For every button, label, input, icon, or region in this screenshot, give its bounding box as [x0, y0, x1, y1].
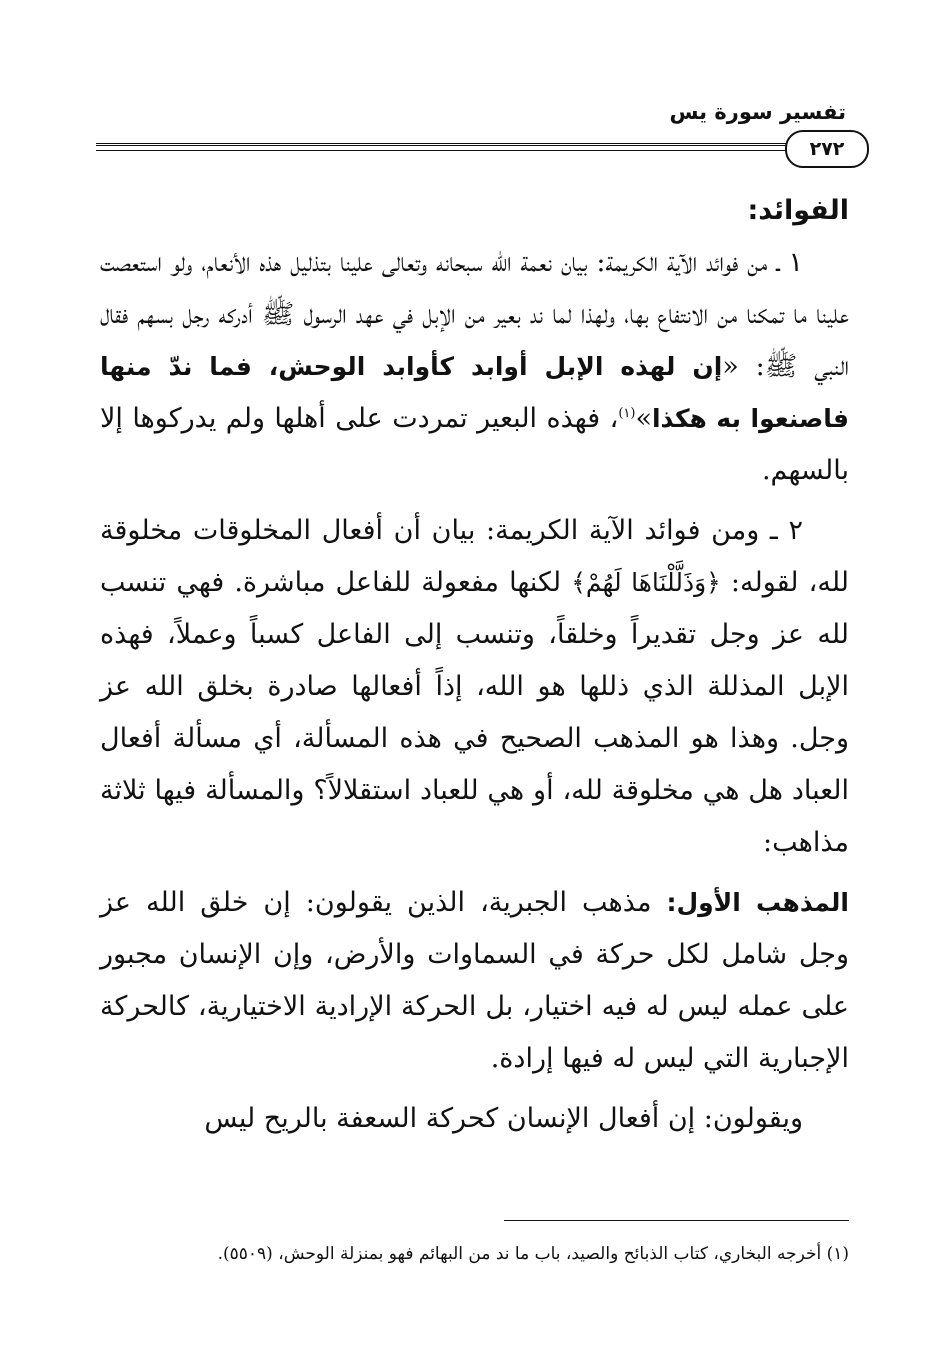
footnote-reference[interactable]: (١)	[618, 406, 636, 421]
footnote-area	[100, 1236, 849, 1272]
paragraph-text: مذهب الجبرية، الذين يقولون: إن خلق الله عز وجل شامل لكل حركة في السماوات والأرض، وإن الإنسان مجبور على عمله ليس له فيه اختيار، بل الحركة الإرادية الاختيارية، كالحركة الإجبارية التي ليس له فيها إرادة.	[100, 887, 850, 1074]
quran-verse: ﴿وَذَلَّلْنَاهَا لَهُمْ﴾	[571, 568, 721, 597]
footnote-1: (١) أخرجه البخاري، كتاب الذبائح والصيد، باب ما ند من البهائم فهو بمنزلة الوحش، (٥٥٠٩).	[217, 1244, 849, 1264]
paragraph-benefit-2	[100, 505, 849, 869]
header-rule-thin	[96, 150, 791, 151]
main-text	[100, 185, 849, 1153]
section-heading: الفوائد:	[747, 195, 849, 226]
paragraph-text: ٢ ـ ومن فوائد الآية الكريمة: بيان أن أفعال المخلوقات مخلوقة لله، لقوله:	[100, 515, 849, 598]
paragraph-text: ١ ـ من فوائد الآية الكريمة: بيان نعمة الله سبحانه وتعالى علينا بتذليل هذه الأنعام، ولو استعصت علينا ما تمكنا من الانتفاع بها، ولهذا لما ند بعير من الإبل في عهد الرسول ﷺ أدركه رجل بسهم فقال النبي ﷺ: «	[100, 247, 849, 382]
paragraph-text: ، فهذه البعير تمردت على أهلها ولم يدركوها إلا بالسهم.	[100, 403, 849, 486]
page-number-badge: ٢٧٢	[785, 130, 869, 168]
paragraph-doctrine-1	[100, 877, 849, 1085]
footnote-separator	[504, 1220, 849, 1221]
hadith-quote: إن لهذه الإبل أوابد كأوابد الوحش، فما ندّ منها فاصنعوا به هكذا	[100, 352, 850, 433]
paragraph-text: لكنها مفعولة للفاعل مباشرة. فهي تنسب لله عز وجل تقديراً وخلقاً، وتنسب إلى الفاعل كسباً وعملاً، فهذه الإبل المذللة الذي ذللها هو الله، إذاً أفعالها صادرة بخلق الله عز وجل. وهذا هو المذهب الصحيح في هذه المسألة، أي مسألة أفعال العباد هل هي مخلوقة لله، أو هي للعباد استقلالاً؟ والمسألة فيها ثلاثة مذاهب:	[100, 567, 849, 858]
doctrine-label: المذهب الأول:	[666, 888, 849, 917]
header-rule	[96, 143, 791, 146]
running-header-title: تفسير سورة يس	[669, 100, 846, 124]
paragraph-benefit-1	[100, 237, 849, 497]
paragraph-continuation: ويقولون: إن أفعال الإنسان كحركة السعفة بالريح ليس	[204, 1103, 803, 1134]
quote-close: »	[635, 403, 652, 434]
